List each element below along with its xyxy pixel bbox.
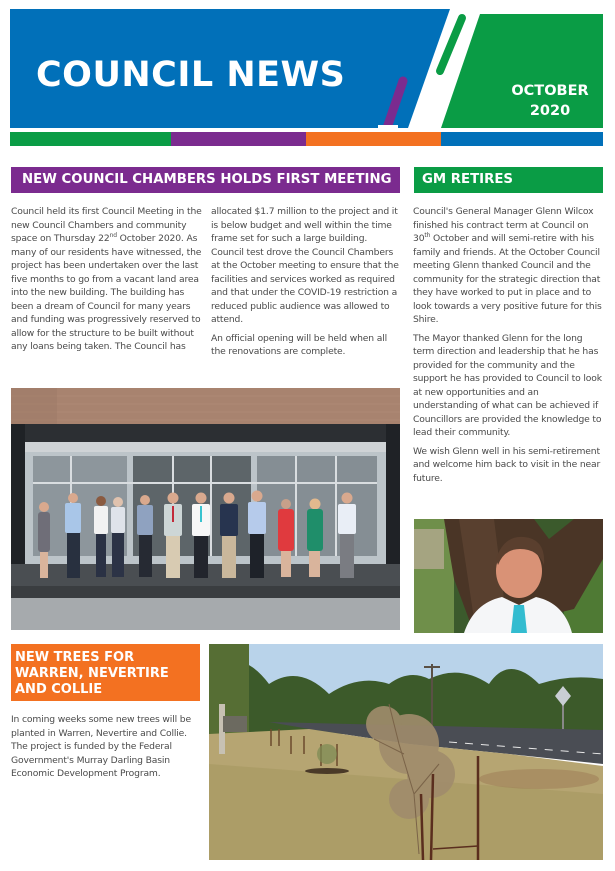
council-group-photo <box>11 388 400 630</box>
issue-month: OCTOBER <box>511 83 589 99</box>
gm-heading: GM RETIRES <box>414 167 603 193</box>
gm-paragraph-3: We wish Glenn well in his semi-retirement and welcome him back to visit in the near future. <box>413 445 601 484</box>
issue-year: 2020 <box>529 103 571 119</box>
color-strip <box>10 132 603 146</box>
chambers-paragraph-1: Council held its first Council Meeting in the new Council Chambers and community space on Thursday 22nd October 2020. As many of our residents have witnessed, the project has been undertaken over the last five months to go from a vacant land area into the new building. The building has been a dream of Council for many years and funding was progressively reserved to allow for the structure to be built without any loans being taken. The Council has <box>11 206 202 352</box>
chambers-column-2 <box>211 205 401 364</box>
chambers-paragraph-3: An official opening will be held when all the renovations are complete. <box>211 332 388 357</box>
chambers-paragraph-2: allocated $1.7 million to the project and it is below budget and well within the time frame set for such a large building. Council test drove the Council Chambers at the October meeting to ensure that the facilities and services worked as required and that under the COVID-19 restriction a reduced public audience was allowed to attend. <box>211 206 399 325</box>
gm-paragraph-2: The Mayor thanked Glenn for the long term direction and leadership that he has provided for the community and the support he has provided to Council to look at new opportunities and an understanding of what can be achieved if Councillors are provided the knowledge to lead their community. <box>413 332 602 438</box>
gm-portrait-photo <box>414 519 603 633</box>
gm-column <box>413 205 605 490</box>
issue-date <box>500 81 600 121</box>
chambers-column-1 <box>11 205 203 359</box>
strip-purple <box>171 132 306 146</box>
strip-blue <box>441 132 603 146</box>
trees-paragraph-1: In coming weeks some new trees will be planted in Warren, Nevertire and Collie. The project is funded by the Federal Government's Murray Darling Basin Economic Development Program. <box>11 714 191 779</box>
masthead <box>10 9 603 128</box>
strip-green <box>10 132 171 146</box>
trees-column <box>11 713 201 786</box>
newsletter-title: COUNCIL NEWS <box>36 55 346 95</box>
strip-orange <box>306 132 441 146</box>
gm-paragraph-1: Council's General Manager Glenn Wilcox finished his contract term at Council on 30th October and will semi-retire with his family and friends. At the October Council meeting Glenn thanked Council and the community for the strategic direction that they have worked to put in place and to look towards a very positive future for this Shire. <box>413 206 602 325</box>
trees-heading: NEW TREES FOR WARREN, NEVERTIRE AND COLLIE <box>11 644 200 701</box>
chambers-heading: NEW COUNCIL CHAMBERS HOLDS FIRST MEETING <box>11 167 400 193</box>
new-trees-photo <box>209 644 603 860</box>
